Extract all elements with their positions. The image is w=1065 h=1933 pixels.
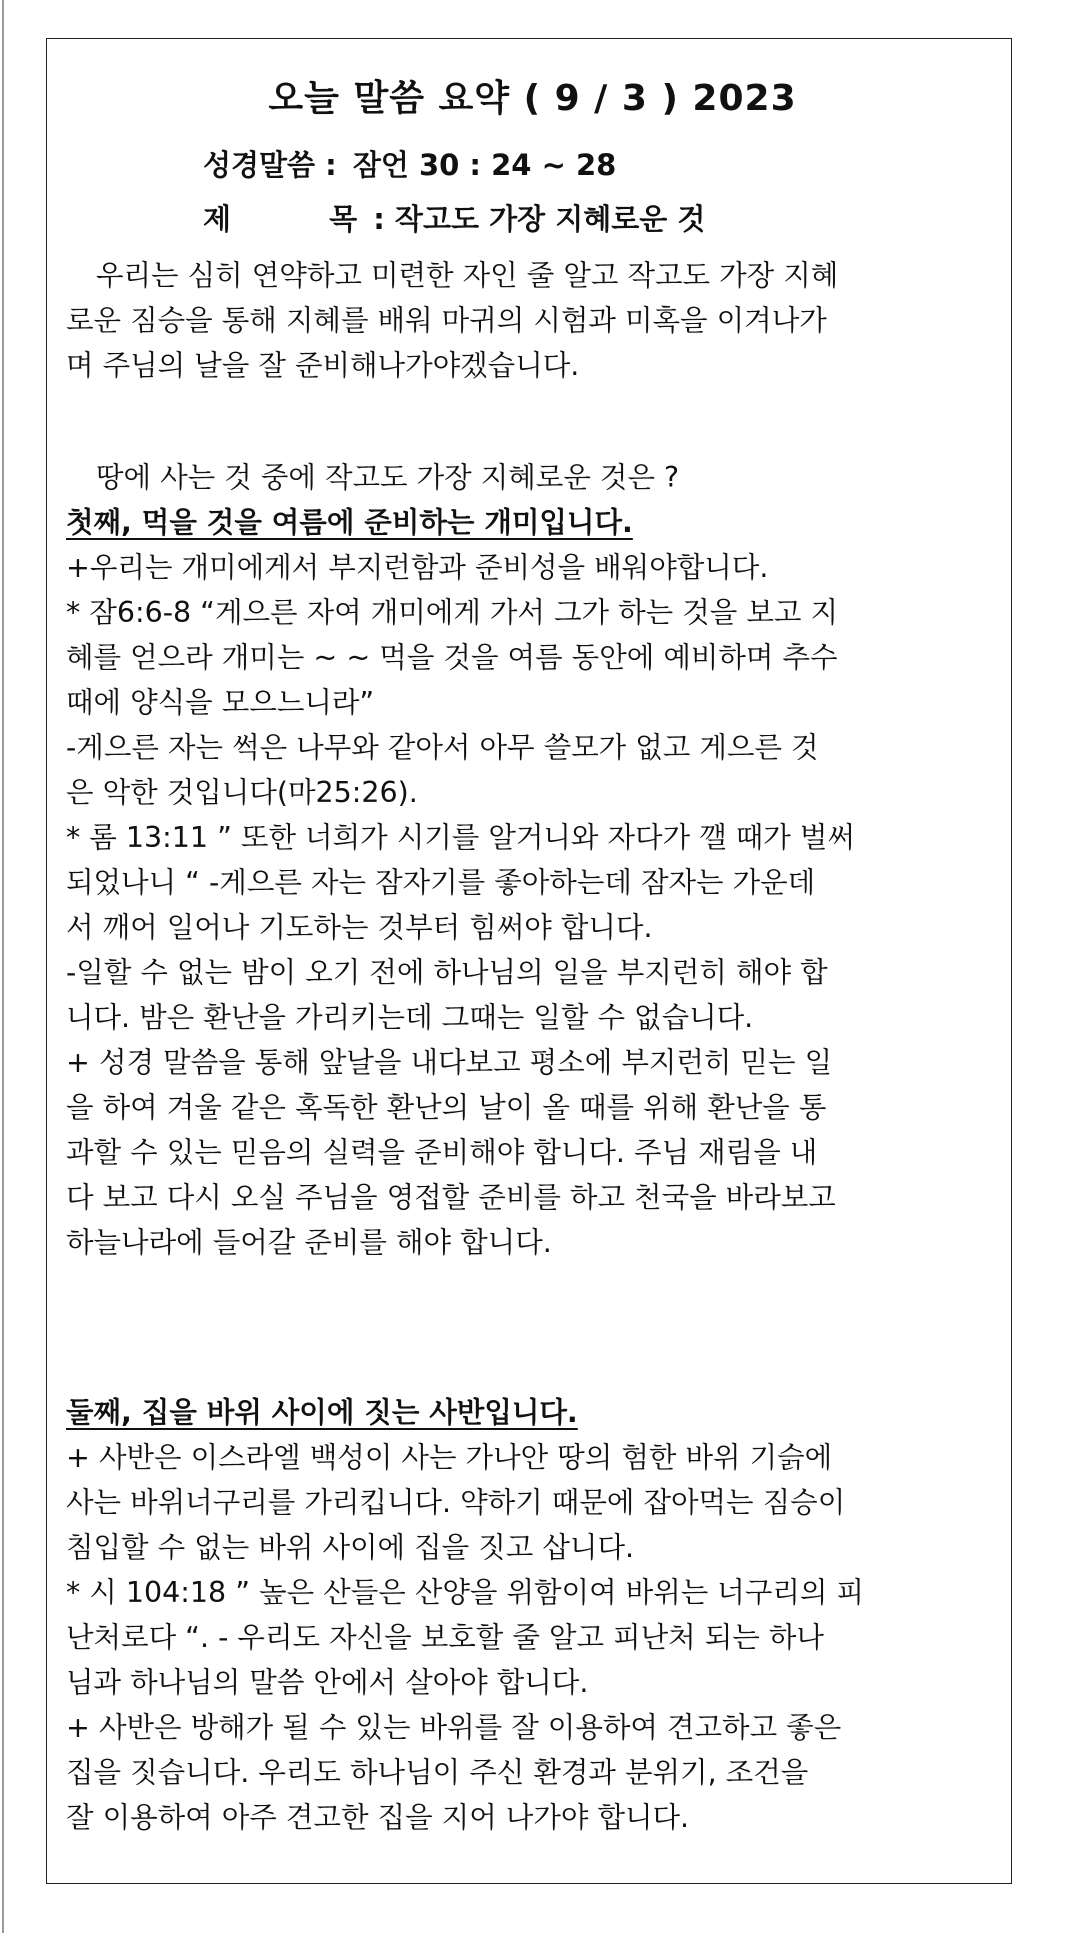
body-line: * 잠6:6-8 “게으른 자여 개미에게 가서 그가 하는 것을 보고 지 <box>66 596 839 629</box>
scripture-reference <box>203 143 616 184</box>
body-line: -게으른 자는 썩은 나무와 같아서 아무 쓸모가 없고 게으른 것 <box>66 731 819 764</box>
topic-label: 제 목 <box>203 202 402 236</box>
body-line: * 롬 13:11 ” 또한 너희가 시기를 알거니와 자다가 깰 때가 벌써 <box>66 821 855 854</box>
body-line: 혜를 얻으라 개미는 ~ ~ 먹을 것을 여름 동안에 예비하며 추수 <box>66 641 838 674</box>
body-line: 때에 양식을 모으느니라” <box>66 686 375 719</box>
body-line: 잘 이용하여 아주 견고한 집을 지어 나가야 합니다. <box>66 1801 690 1834</box>
body-line: 님과 하나님의 말씀 안에서 살아야 합니다. <box>66 1666 589 1699</box>
page-title: 오늘 말씀 요약 ( 9 / 3 ) 2023 <box>268 78 797 119</box>
body-line: 과할 수 있는 믿음의 실력을 준비해야 합니다. 주님 재림을 내 <box>66 1136 818 1169</box>
question-line <box>66 455 1006 500</box>
section-heading-wrap <box>66 500 1006 545</box>
body-line: -일할 수 없는 밤이 오기 전에 하나님의 일을 부지런히 해야 합 <box>66 956 828 989</box>
section-heading-rock-badger: 둘째, 집을 바위 사이에 짓는 사반입니다. <box>66 1396 578 1429</box>
intro-line: 며 주님의 날을 잘 준비해나가야겠습니다. <box>66 349 580 382</box>
intro-paragraph <box>66 253 1006 388</box>
topic-value: : 작고도 가장 지혜로운 것 <box>373 202 706 236</box>
body-line: + 사반은 방해가 될 수 있는 바위를 잘 이용하여 견고하고 좋은 <box>66 1711 842 1744</box>
page-edge-line <box>2 0 4 1933</box>
body-line: 난처로다 “. - 우리도 자신을 보호할 줄 알고 피난처 되는 하나 <box>66 1621 824 1654</box>
body-line: 은 악한 것입니다(마25:26). <box>66 776 418 809</box>
intro-line: 로운 짐승을 통해 지혜를 배워 마귀의 시험과 미혹을 이겨나가 <box>66 304 827 337</box>
section-rock-badger <box>66 1390 1006 1840</box>
body-line: 되었나니 “ -게으른 자는 잠자기를 좋아하는데 잠자는 가운데 <box>66 866 816 899</box>
body-line: + 사반은 이스라엘 백성이 사는 가나안 땅의 험한 바위 기슭에 <box>66 1441 833 1474</box>
section-heading-ants: 첫째, 먹을 것을 여름에 준비하는 개미입니다. <box>66 506 633 539</box>
body-line: + 성경 말씀을 통해 앞날을 내다보고 평소에 부지런히 믿는 일 <box>66 1046 833 1079</box>
body-line: 다 보고 다시 오실 주님을 영접할 준비를 하고 천국을 바라보고 <box>66 1181 836 1214</box>
sermon-topic <box>203 197 705 238</box>
body-line: * 시 104:18 ” 높은 산들은 산양을 위함이여 바위는 너구리의 피 <box>66 1576 865 1609</box>
body-line: +우리는 개미에게서 부지런함과 준비성을 배워야합니다. <box>66 551 769 584</box>
question-text: 땅에 사는 것 중에 작고도 가장 지혜로운 것은 ? <box>96 461 680 494</box>
body-line: 서 깨어 일어나 기도하는 것부터 힘써야 합니다. <box>66 911 653 944</box>
body-line: 하늘나라에 들어갈 준비를 해야 합니다. <box>66 1226 552 1259</box>
body-line: 침입할 수 없는 바위 사이에 집을 짓고 삽니다. <box>66 1531 635 1564</box>
body-line: 사는 바위너구리를 가리킵니다. 약하기 때문에 잡아먹는 짐승이 <box>66 1486 846 1519</box>
body-line: 니다. 밤은 환난을 가리키는데 그때는 일할 수 없습니다. <box>66 1001 754 1034</box>
body-line: 집을 짓습니다. 우리도 하나님이 주신 환경과 분위기, 조건을 <box>66 1756 809 1789</box>
scripture-value: 잠언 30 : 24 ~ 28 <box>352 148 617 182</box>
scripture-label: 성경말씀 : <box>203 148 337 182</box>
intro-line: 우리는 심히 연약하고 미련한 자인 줄 알고 작고도 가장 지혜 <box>96 259 839 292</box>
section-ants <box>66 500 1006 1265</box>
body-line: 을 하여 겨울 같은 혹독한 환난의 날이 올 때를 위해 환난을 통 <box>66 1091 827 1124</box>
section-heading-wrap <box>66 1390 1006 1435</box>
